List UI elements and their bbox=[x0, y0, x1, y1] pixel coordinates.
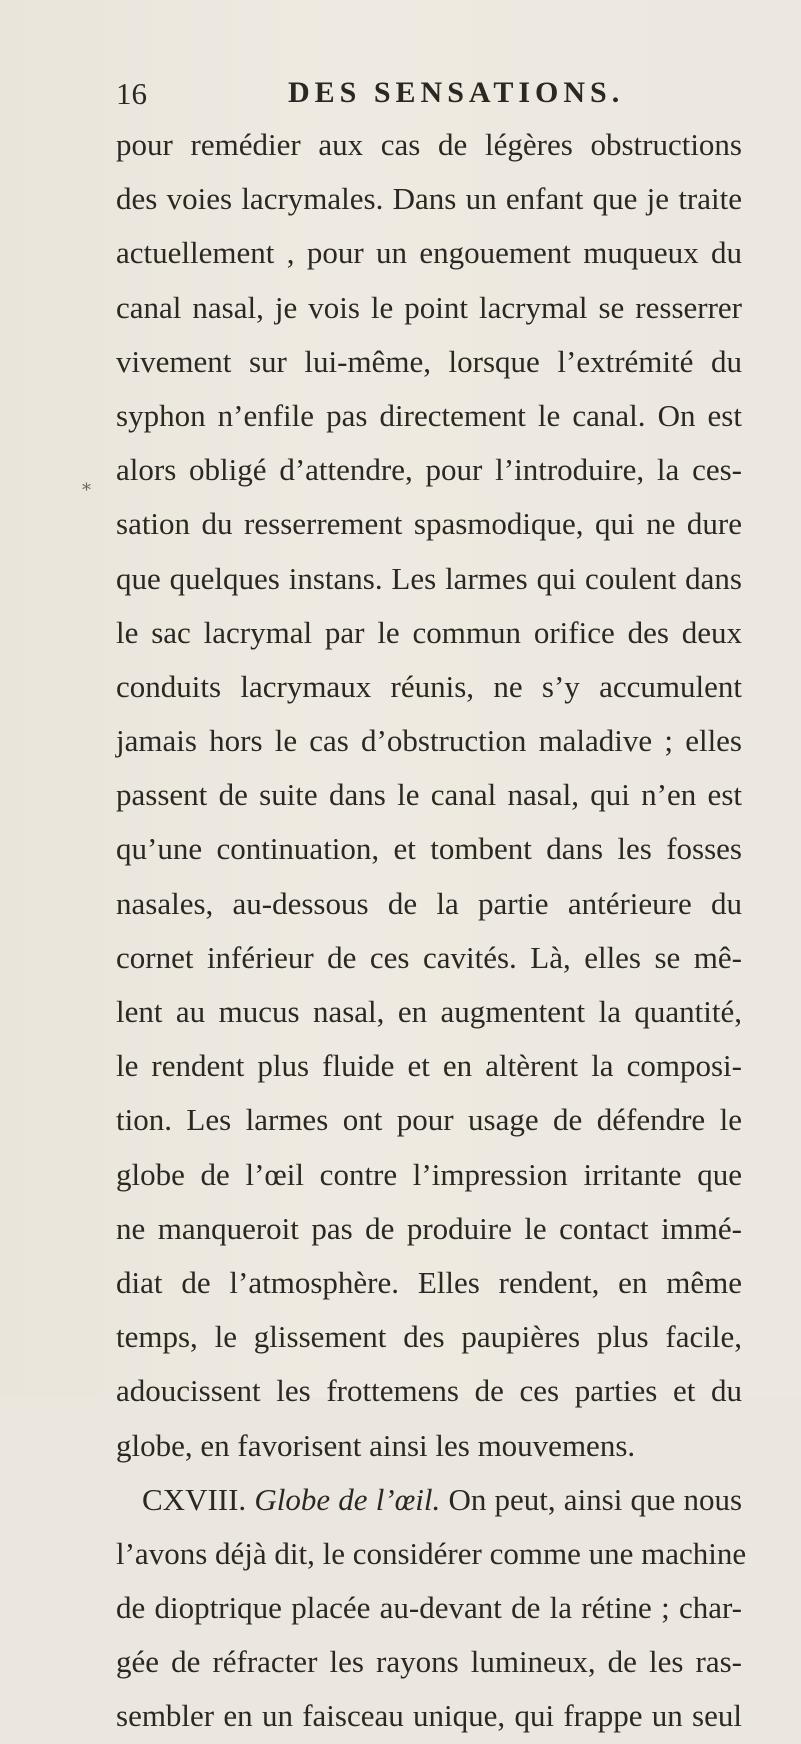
text-line: canal nasal, je vois le point lacrymal se resserrer bbox=[116, 289, 742, 325]
section-heading-line bbox=[116, 1473, 742, 1527]
text-line: qu’une continuation, et tombent dans les fosses bbox=[116, 831, 742, 867]
text-line: nasales, au-dessous de la partie antérieure du bbox=[116, 885, 742, 921]
text-line: sembler en un faisceau unique, qui frappe un seul bbox=[116, 1698, 742, 1734]
margin-mark: * bbox=[82, 480, 91, 501]
text-line: des voies lacrymales. Dans un enfant que je traite bbox=[116, 181, 742, 217]
text-line: globe de l’œil contre l’impression irritante que bbox=[116, 1156, 742, 1192]
body-text bbox=[116, 118, 747, 1744]
text-line: adoucissent les frottemens de ces parties et du bbox=[116, 1373, 742, 1409]
text-line: lent au mucus nasal, en augmentent la quantité, bbox=[116, 994, 742, 1029]
section-number: CXVIII. bbox=[142, 1481, 247, 1517]
running-head bbox=[116, 76, 741, 122]
running-title: DES SENSATIONS. bbox=[288, 76, 625, 109]
text-line: ne manqueroit pas de produire le contact immé- bbox=[116, 1210, 742, 1246]
text-line: passent de suite dans le canal nasal, qui n’en est bbox=[116, 777, 742, 813]
text-line: globe, en favorisent ainsi les mouvemens. bbox=[116, 1427, 636, 1463]
text-line: le sac lacrymal par le commun orifice des deux bbox=[116, 614, 742, 650]
text-line: diat de l’atmosphère. Elles rendent, en même bbox=[116, 1264, 742, 1300]
text-line: syphon n’enfile pas directement le canal. On est bbox=[116, 397, 742, 433]
text-line: actuellement , pour un engouement muqueux du bbox=[116, 235, 742, 271]
text-line: sation du resserrement spasmodique, qui ne dure bbox=[116, 506, 742, 542]
section-first-line: On peut, ainsi que nous bbox=[448, 1481, 743, 1517]
text-line: de dioptrique placée au-devant de la rétine ; char- bbox=[116, 1590, 742, 1626]
text-line: cornet inférieur de ces cavités. Là, elles se mê- bbox=[116, 939, 742, 975]
text-line: conduits lacrymaux réunis, ne s’y accumulent bbox=[116, 668, 742, 704]
text-line: temps, le glissement des paupières plus facile, bbox=[116, 1319, 742, 1355]
text-line: l’avons déjà dit, le considérer comme une machine bbox=[116, 1535, 747, 1571]
text-line: que quelques instans. Les larmes qui coulent dans bbox=[116, 560, 742, 596]
text-line: pour remédier aux cas de légères obstructions bbox=[116, 127, 742, 162]
section-title: Globe de l’œil. bbox=[254, 1481, 441, 1517]
text-line: vivement sur lui-même, lorsque l’extrémité du bbox=[116, 343, 742, 379]
text-line: gée de réfracter les rayons lumineux, de les ras- bbox=[116, 1644, 742, 1680]
text-line: alors obligé d’attendre, pour l’introduire, la ces- bbox=[116, 452, 742, 488]
text-line: tion. Les larmes ont pour usage de défendre le bbox=[116, 1102, 742, 1138]
text-line: jamais hors le cas d’obstruction maladive ; elles bbox=[116, 723, 742, 759]
text-line: le rendent plus fluide et en altèrent la composi- bbox=[116, 1048, 742, 1084]
page-number: 16 bbox=[116, 76, 147, 111]
